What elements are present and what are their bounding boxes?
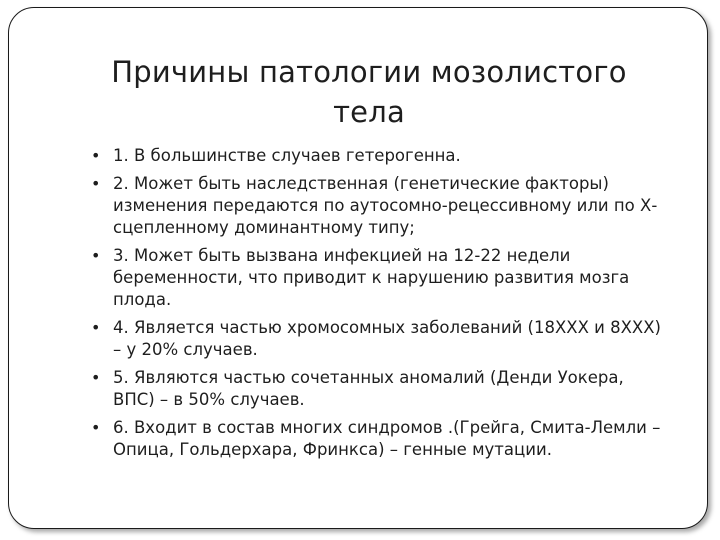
list-item (85, 173, 665, 239)
list-item (85, 245, 665, 311)
list-item-text: 4. Является частью хромосомных заболеваний (18ХХХ и 8ХХХ) – у 20% случаев. (113, 318, 661, 359)
slide-title: Причины патологии мозолистого тела (111, 55, 627, 129)
bullet-dot-icon: • (91, 418, 101, 437)
list-item-text: 5. Являются частью сочетанных аномалий (Денди Уокера, ВПС) – в 50% случаев. (113, 368, 624, 409)
list-item-text: 1. В большинстве случаев гетерогенна. (113, 146, 461, 165)
list-item (85, 145, 665, 167)
list-item (85, 367, 665, 411)
bullet-dot-icon: • (91, 368, 101, 387)
list-item (85, 317, 665, 361)
bullet-dot-icon: • (91, 318, 101, 337)
bullet-dot-icon: • (91, 146, 101, 165)
list-item (85, 417, 665, 461)
slide-frame (8, 7, 708, 529)
list-item-text: 2. Может быть наследственная (генетические факторы) изменения передаются по аутосомно-рецессивному или по Х-сцепленному доминантному типу; (113, 174, 658, 237)
bullet-dot-icon: • (91, 174, 101, 193)
bullet-dot-icon: • (91, 246, 101, 265)
list-item-text: 6. Входит в состав многих синдромов .(Грейга, Смита-Лемли – Опица, Гольдерхара, Фринкса) – генные мутации. (113, 418, 661, 459)
bullet-list (85, 145, 665, 467)
list-item-text: 3. Может быть вызвана инфекцией на 12-22 недели беременности, что приводит к нарушению развития мозга плода. (113, 246, 630, 309)
